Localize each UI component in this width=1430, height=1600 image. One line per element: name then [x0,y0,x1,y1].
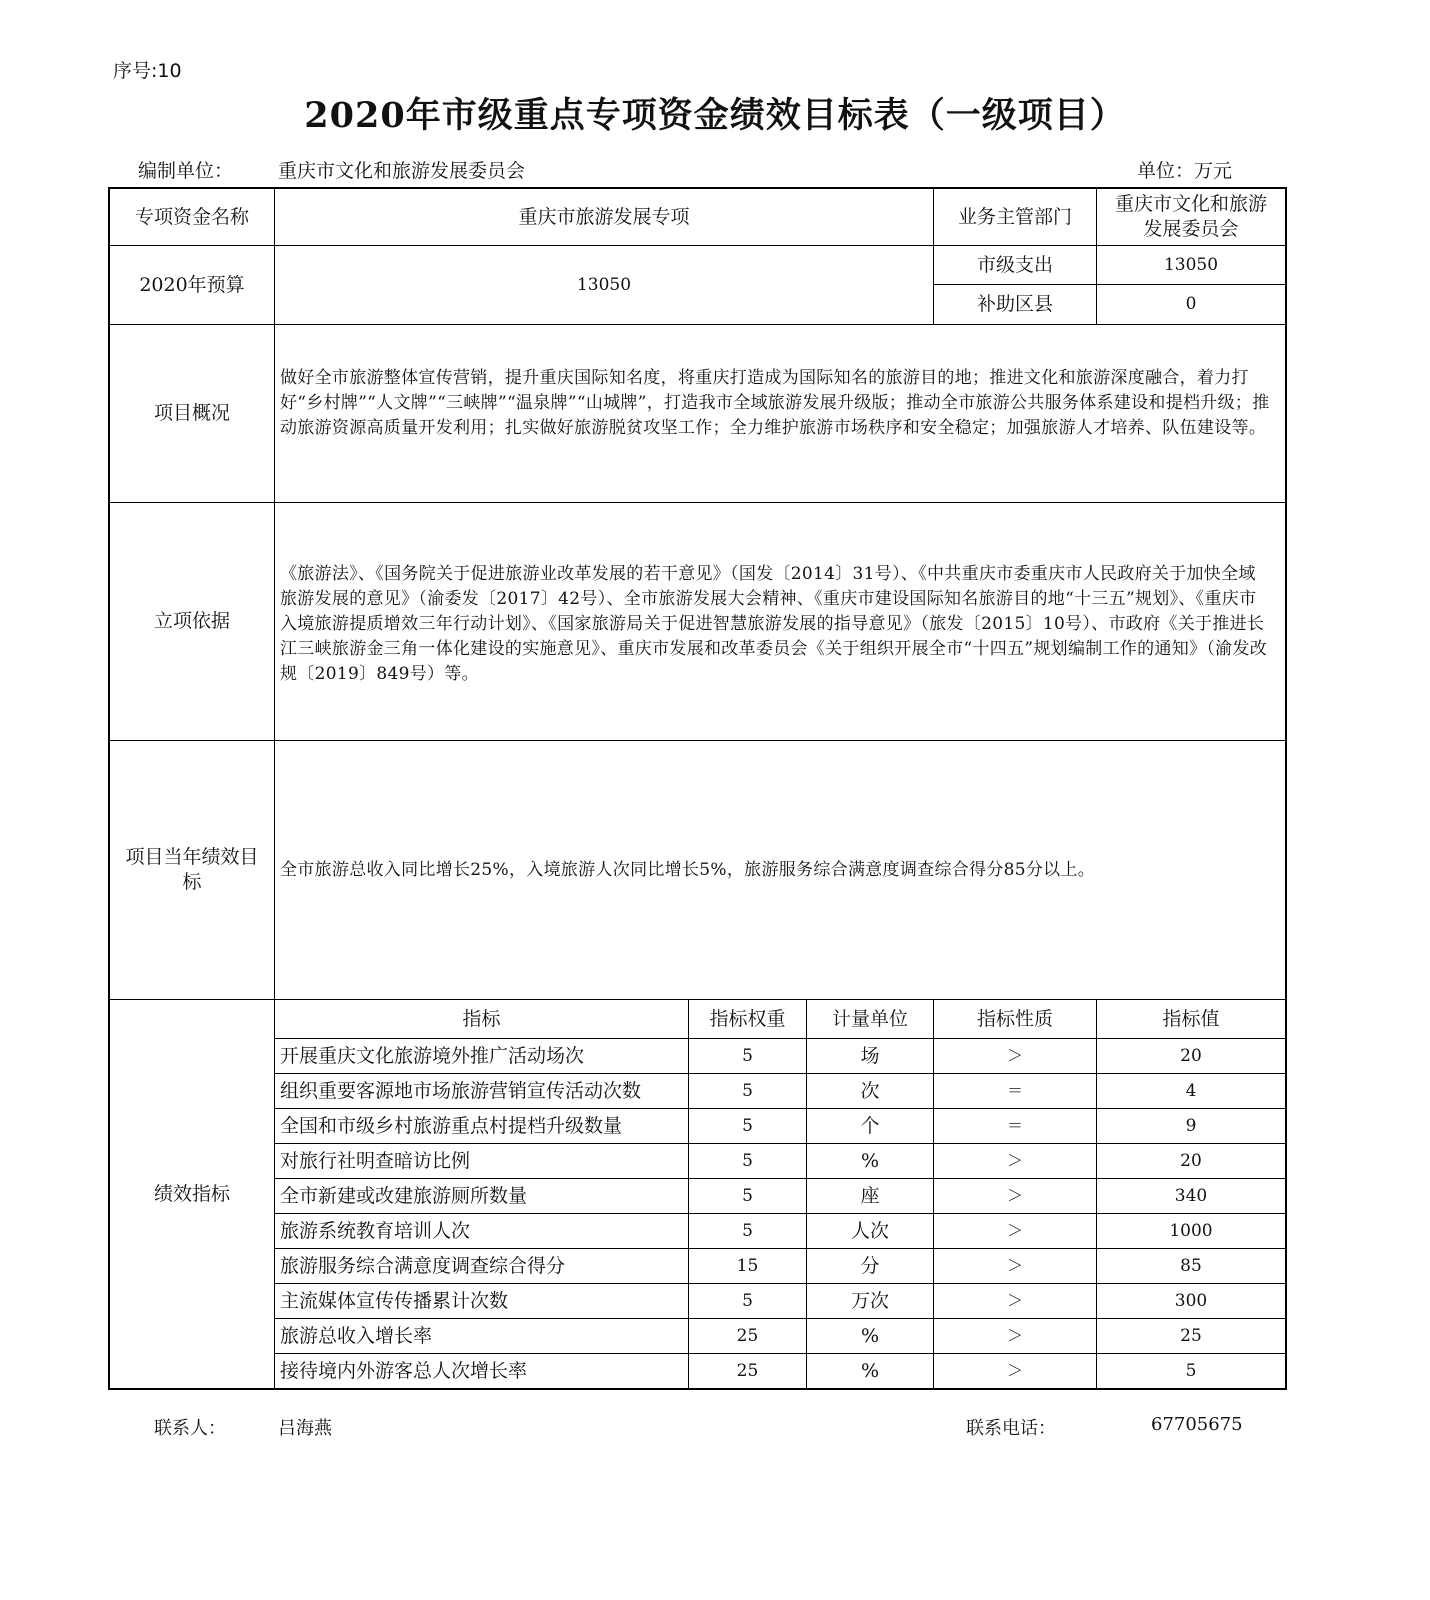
indicator-nature: ＞ [934,1284,1097,1319]
indicator-value: 25 [1097,1319,1285,1354]
header-unit: 计量单位 [807,1000,934,1039]
budget-label: 2020年预算 [110,246,275,325]
indicator-value: 9 [1097,1109,1285,1144]
indicator-weight: 5 [689,1284,807,1319]
indicator-unit: 次 [807,1074,934,1109]
fund-name-value: 重庆市旅游发展专项 [275,189,934,246]
indicator-nature: ＞ [934,1249,1097,1284]
indicator-nature: ＝ [934,1109,1097,1144]
indicator-weight: 5 [689,1074,807,1109]
county-subsidy-label: 补助区县 [934,285,1097,325]
indicator-weight: 5 [689,1179,807,1214]
indicator-name: 旅游总收入增长率 [275,1319,689,1354]
indicator-value: 300 [1097,1284,1285,1319]
indicator-value: 1000 [1097,1214,1285,1249]
indicator-unit: 座 [807,1179,934,1214]
indicator-value: 5 [1185,1360,1197,1381]
indicator-weight: 5 [689,1214,807,1249]
basis-text: 《旅游法》、《国务院关于促进旅游业改革发展的若干意见》（国发〔2014〕31号）、《中共重庆市委重庆市人民政府关于加快全域旅游发展的意见》（渝委发〔2017〕42号）、全市旅游发展大会精神、《重庆市建设国际知名旅游目的地“十三五”规划》、《重庆市入境旅游提质增效三年行动计划》、《国家旅游局关于促进智慧旅游发展的指导意见》（旅发〔2015〕10号）、市政府《关于推进长江三峡旅游金三角一体化建设的实施意见》、重庆市发展和改革委员会《关于组织开展全市“十四五”规划编制工作的通知》（渝发改规〔2019〕849号）等。 [275,503,1285,741]
indicator-name: 对旅行社明查暗访比例 [275,1144,689,1179]
indicator-unit: 个 [807,1109,934,1144]
indicator-unit: % [807,1319,934,1354]
phone-value: 67705675 [1151,1414,1243,1435]
dept-value: 重庆市文化和旅游发展委员会 [1097,189,1285,246]
goal-text: 全市旅游总收入同比增长25%，入境旅游人次同比增长5%，旅游服务综合满意度调查综合得分85分以上。 [275,741,1285,1000]
indicator-name: 开展重庆文化旅游境外推广活动场次 [275,1039,689,1074]
overview-label: 项目概况 [110,325,275,503]
indicator-unit: 场 [807,1039,934,1074]
indicator-name: 全国和市级乡村旅游重点村提档升级数量 [275,1109,689,1144]
indicator-name: 旅游服务综合满意度调查综合得分 [275,1249,689,1284]
unit-label: 单位：万元 [1137,160,1233,182]
goal-label: 项目当年绩效目标 [110,741,275,1000]
indicator-weight: 25 [689,1354,807,1388]
phone-label: 联系电话： [966,1418,1056,1439]
header-value: 指标值 [1097,1000,1285,1039]
indicator-nature: ＞ [934,1214,1097,1249]
indicator-nature: ＞ [934,1319,1097,1354]
dept-label: 业务主管部门 [934,189,1097,246]
indicator-unit: 万次 [807,1284,934,1319]
indicator-weight: 5 [689,1039,807,1074]
header-indicator: 指标 [275,1000,689,1039]
indicator-unit: % [807,1144,934,1179]
indicator-value: 4 [1097,1074,1285,1109]
indicator-name: 旅游系统教育培训人次 [275,1214,689,1249]
basis-label: 立项依据 [110,503,275,741]
indicator-value: 20 [1097,1144,1285,1179]
contact-label: 联系人： [154,1418,226,1439]
indicator-value: 85 [1097,1249,1285,1284]
indicator-unit: 分 [807,1249,934,1284]
indicator-nature: ＝ [934,1074,1097,1109]
indicator-name: 接待境内外游客总人次增长率 [275,1354,689,1388]
indicators-label: 绩效指标 [110,1000,275,1388]
county-subsidy-value: 0 [1097,285,1285,325]
indicator-nature: ＞ [934,1179,1097,1214]
indicator-weight: 5 [689,1144,807,1179]
fund-name-label: 专项资金名称 [110,189,275,246]
indicator-weight: 25 [689,1319,807,1354]
indicator-value: 20 [1097,1039,1285,1074]
header-nature: 指标性质 [934,1000,1097,1039]
indicator-nature: ＞ [934,1354,1097,1388]
city-expense-label: 市级支出 [934,246,1097,285]
org-label: 编制单位： [138,160,234,182]
org-value: 重庆市文化和旅游发展委员会 [278,160,526,182]
page-title: 2020年市级重点专项资金绩效目标表（一级项目） [304,95,1126,136]
indicator-nature: ＞ [934,1039,1097,1074]
overview-text: 做好全市旅游整体宣传营销，提升重庆国际知名度，将重庆打造成为国际知名的旅游目的地；推进文化和旅游深度融合，着力打好“乡村牌”“人文牌”“三峡牌”“温泉牌”“山城牌”，打造我市全域旅游发展升级版；推动全市旅游公共服务体系建设和提档升级；推动旅游资源高质量开发利用；扎实做好旅游脱贫攻坚工作；全力维护旅游市场秩序和安全稳定；加强旅游人才培养、队伍建设等。 [275,325,1285,503]
contact-value: 吕海燕 [278,1418,332,1439]
indicator-name: 全市新建或改建旅游厕所数量 [275,1179,689,1214]
header-weight: 指标权重 [689,1000,807,1039]
indicator-weight: 5 [689,1109,807,1144]
indicator-unit: % [807,1354,934,1388]
indicator-nature: ＞ [934,1144,1097,1179]
indicator-value: 340 [1097,1179,1285,1214]
indicator-weight: 15 [689,1249,807,1284]
budget-value: 13050 [275,246,934,325]
indicator-name: 主流媒体宣传传播累计次数 [275,1284,689,1319]
indicator-name: 组织重要客源地市场旅游营销宣传活动次数 [275,1074,689,1109]
city-expense-value: 13050 [1097,246,1285,285]
indicator-unit: 人次 [807,1214,934,1249]
performance-target-table [108,187,1287,1390]
serial-number: 序号:10 [113,60,182,82]
